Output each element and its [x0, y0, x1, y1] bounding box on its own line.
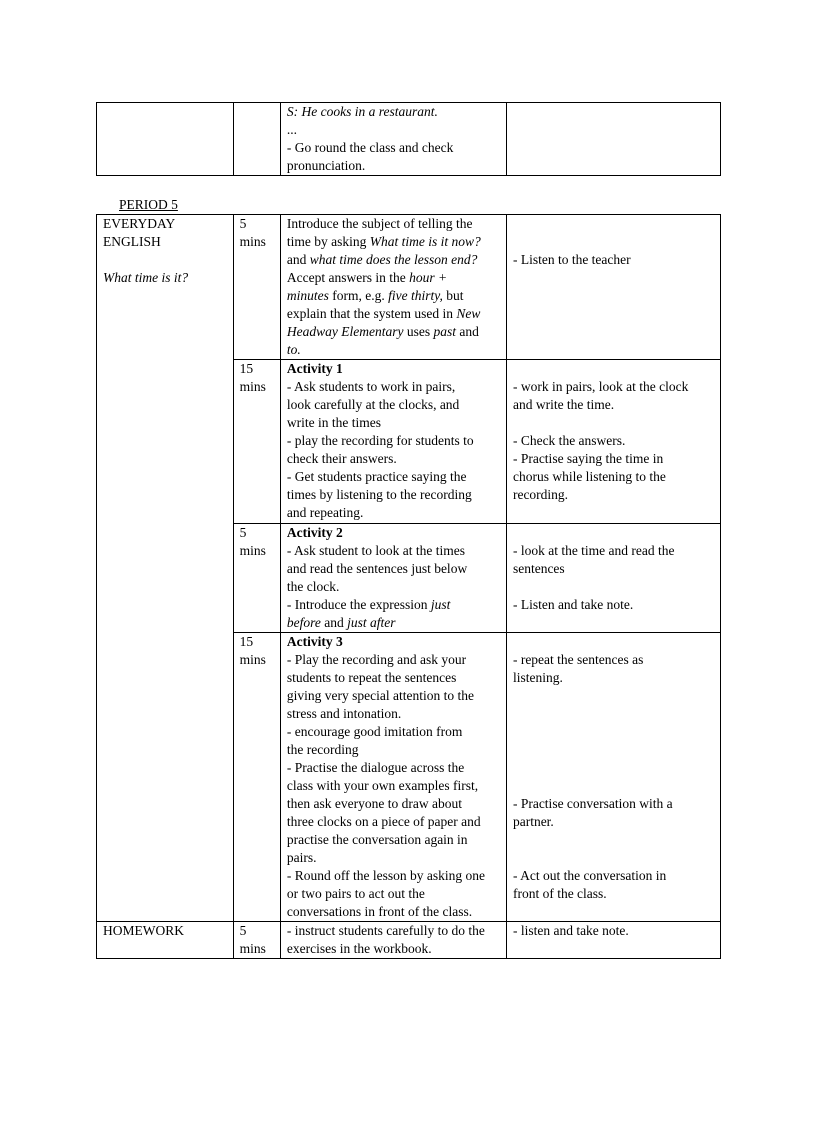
teacher-cell-3: [280, 524, 506, 633]
teacher-line: time by asking What time is it now?: [286, 234, 481, 249]
time-cell-3: [233, 524, 280, 633]
teacher-line: to.: [286, 342, 301, 357]
teacher-cell-1: [280, 215, 506, 360]
teacher-line: and repeating.: [286, 505, 364, 520]
student-line: chorus while listening to the: [512, 469, 666, 484]
section-label-2: ENGLISH: [103, 234, 161, 249]
student-line: - Listen to the teacher: [512, 252, 631, 267]
student-cell-2: [506, 360, 720, 524]
activity-heading: Activity 2: [286, 525, 343, 540]
teacher-line: and what time does the lesson end?: [286, 252, 478, 267]
top-col4: [506, 103, 720, 176]
teacher-line: conversations in front of the class.: [286, 904, 473, 919]
student-cell-4: [506, 633, 720, 922]
time-value: 15: [239, 634, 254, 649]
teacher-line: stress and intonation.: [286, 706, 402, 721]
time-unit: mins: [239, 941, 266, 956]
time-cell-4: [233, 633, 280, 922]
teacher-line: - instruct students carefully to do the: [286, 923, 485, 938]
student-line: - look at the time and read the: [512, 543, 675, 558]
section-label-1: EVERYDAY: [103, 216, 176, 231]
student-line: and write the time.: [512, 397, 615, 412]
teacher-line: - encourage good imitation from: [286, 724, 463, 739]
top-line-3: - Go round the class and check: [286, 140, 454, 155]
teacher-line: pairs.: [286, 850, 317, 865]
top-col3: [280, 103, 506, 176]
teacher-line: write in the times: [286, 415, 381, 430]
teacher-cell-2: [280, 360, 506, 524]
teacher-line: - Introduce the expression just: [286, 597, 451, 612]
activity-heading: Activity 3: [286, 634, 343, 649]
teacher-line: minutes form, e.g. five thirty, but: [286, 288, 464, 303]
student-line: - listen and take note.: [512, 923, 629, 938]
teacher-line: and read the sentences just below: [286, 561, 468, 576]
teacher-line: giving very special attention to the: [286, 688, 474, 703]
top-line-1: S: He cooks in a restaurant.: [286, 104, 438, 119]
student-cell-5: [506, 922, 720, 959]
student-line: - work in pairs, look at the clock: [512, 379, 689, 394]
top-table: [96, 102, 721, 176]
teacher-line: - Play the recording and ask your: [286, 652, 467, 667]
time-value: 5: [239, 525, 247, 540]
time-unit: mins: [239, 379, 266, 394]
student-line: - Practise saying the time in: [512, 451, 664, 466]
teacher-line: Accept answers in the hour +: [286, 270, 448, 285]
student-line: partner.: [512, 814, 554, 829]
student-line: - Practise conversation with a: [512, 796, 673, 811]
homework-cell: [97, 922, 234, 959]
time-value: 5: [239, 923, 247, 938]
teacher-line: class with your own examples first,: [286, 778, 479, 793]
teacher-line: or two pairs to act out the: [286, 886, 425, 901]
period-title: PERIOD 5: [119, 197, 178, 212]
teacher-line: - Ask student to look at the times: [286, 543, 465, 558]
teacher-line: Introduce the subject of telling the: [286, 216, 473, 231]
teacher-line: Headway Elementary uses past and: [286, 324, 479, 339]
teacher-line: times by listening to the recording: [286, 487, 472, 502]
section-label-italic: What time is it?: [103, 270, 189, 285]
teacher-line: look carefully at the clocks, and: [286, 397, 460, 412]
time-unit: mins: [239, 543, 266, 558]
teacher-line: - Get students practice saying the: [286, 469, 467, 484]
student-cell-3: [506, 524, 720, 633]
top-line-4: pronunciation.: [286, 158, 366, 173]
time-value: 15: [239, 361, 254, 376]
teacher-line: explain that the system used in New: [286, 306, 481, 321]
student-line: - Act out the conversation in: [512, 868, 667, 883]
student-line: front of the class.: [512, 886, 607, 901]
teacher-cell-5: [280, 922, 506, 959]
teacher-cell-4: [280, 633, 506, 922]
teacher-line: before and just after: [286, 615, 396, 630]
time-unit: mins: [239, 652, 266, 667]
teacher-line: - play the recording for students to: [286, 433, 474, 448]
top-col1: [97, 103, 234, 176]
top-col2: [233, 103, 280, 176]
teacher-line: students to repeat the sentences: [286, 670, 457, 685]
time-unit: mins: [239, 234, 266, 249]
teacher-line: then ask everyone to draw about: [286, 796, 462, 811]
student-line: listening.: [512, 670, 563, 685]
teacher-line: - Ask students to work in pairs,: [286, 379, 456, 394]
teacher-line: three clocks on a piece of paper and: [286, 814, 481, 829]
student-line: - Check the answers.: [512, 433, 626, 448]
student-line: recording.: [512, 487, 569, 502]
student-line: - Listen and take note.: [512, 597, 634, 612]
teacher-line: check their answers.: [286, 451, 397, 466]
time-cell-2: [233, 360, 280, 524]
teacher-line: the clock.: [286, 579, 340, 594]
time-cell-5: [233, 922, 280, 959]
teacher-line: the recording: [286, 742, 359, 757]
teacher-line: - Practise the dialogue across the: [286, 760, 465, 775]
teacher-line: - Round off the lesson by asking one: [286, 868, 485, 883]
homework-label: HOMEWORK: [103, 923, 184, 938]
section-cell: [97, 215, 234, 922]
teacher-line: exercises in the workbook.: [286, 941, 432, 956]
lesson-table: [96, 214, 721, 959]
student-line: - repeat the sentences as: [512, 652, 644, 667]
teacher-line: practise the conversation again in: [286, 832, 468, 847]
time-cell-1: [233, 215, 280, 360]
activity-heading: Activity 1: [286, 361, 343, 376]
top-line-2: ...: [286, 122, 297, 137]
student-line: sentences: [512, 561, 565, 576]
time-value: 5: [239, 216, 247, 231]
student-cell-1: [506, 215, 720, 360]
